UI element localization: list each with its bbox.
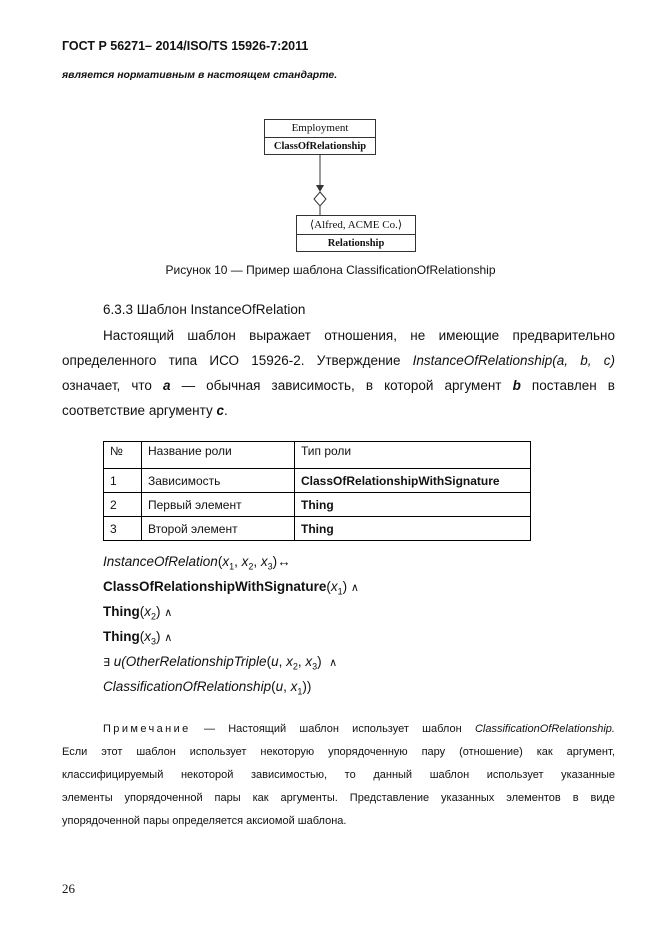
table-row bbox=[104, 517, 531, 541]
cell-role-type: Thing bbox=[295, 517, 531, 541]
word: 15926-2. bbox=[251, 353, 305, 368]
predicate-name: OtherRelationshipTriple bbox=[125, 654, 267, 669]
word: классифицируемый bbox=[62, 769, 164, 781]
word: как bbox=[536, 746, 553, 758]
cell-number: 3 bbox=[104, 517, 142, 541]
word: пары bbox=[214, 792, 241, 804]
assertion bbox=[413, 348, 568, 373]
header-cell-number: № bbox=[104, 442, 142, 469]
word: шаблон bbox=[136, 746, 176, 758]
roles-table bbox=[103, 441, 531, 541]
word: упорядоченную bbox=[328, 746, 408, 758]
word: аргумент, bbox=[566, 746, 615, 758]
cell-role-type: Thing bbox=[295, 493, 531, 517]
note-line bbox=[62, 810, 615, 833]
word: — bbox=[181, 378, 196, 393]
word: — bbox=[203, 723, 215, 735]
word: этот bbox=[101, 746, 123, 758]
aggregation-diamond-icon bbox=[314, 192, 326, 206]
intro-text: является нормативным в настоящем стандарте. bbox=[62, 69, 338, 81]
paragraph-line bbox=[62, 398, 615, 423]
word: типа bbox=[168, 353, 198, 368]
variable-a: a bbox=[163, 378, 171, 393]
word: в bbox=[607, 378, 615, 393]
word: элементов bbox=[506, 792, 561, 804]
paragraph-line bbox=[62, 348, 615, 373]
table-header-row bbox=[104, 442, 531, 469]
word: пару bbox=[421, 746, 446, 758]
formula-line-6: ClassificationOfRelationship(u, $x_1$)) bbox=[103, 679, 312, 697]
note-line bbox=[62, 787, 615, 810]
note-block bbox=[62, 718, 615, 833]
box-stereotype: ClassOfRelationship bbox=[273, 141, 367, 152]
word: аргумент bbox=[444, 378, 502, 393]
assertion-arg: c) bbox=[603, 353, 615, 368]
word: некоторой bbox=[180, 769, 234, 781]
word: выражает bbox=[249, 328, 311, 343]
note-line bbox=[62, 718, 615, 741]
figure-caption: Рисунок 10 — Пример шаблона ClassificationOfRelationship bbox=[165, 263, 496, 277]
predicate-name: ClassificationOfRelationship bbox=[103, 679, 272, 694]
word: упорядоченной пары определяется аксиомой шаблона. bbox=[62, 815, 347, 827]
word: ClassificationOfRelationship. bbox=[474, 723, 615, 735]
variable-b: b bbox=[512, 378, 521, 393]
word: Настоящий bbox=[103, 328, 175, 343]
formula-line-2: $ClassOfRelationshipWithSignature(x_1)$ ∧ bbox=[103, 579, 359, 597]
word: не bbox=[410, 328, 426, 343]
word: виде bbox=[590, 792, 615, 804]
page-number: 26 bbox=[62, 881, 75, 896]
word: ИСО bbox=[209, 353, 240, 368]
word: использует bbox=[189, 746, 247, 758]
word: зависимость, bbox=[271, 378, 355, 393]
word: что bbox=[131, 378, 152, 393]
iff-symbol: ↔ bbox=[277, 554, 291, 569]
word: упорядоченной bbox=[124, 792, 203, 804]
paragraph-line bbox=[62, 323, 615, 348]
and-symbol: ∧ bbox=[164, 607, 173, 619]
aggregation-connector bbox=[300, 150, 340, 220]
word: предварительно bbox=[512, 328, 615, 343]
box-stereotype: Relationship bbox=[327, 238, 385, 249]
word: элементы bbox=[62, 792, 113, 804]
and-symbol: ∧ bbox=[350, 582, 359, 594]
word: поставлен bbox=[531, 378, 597, 393]
table-row bbox=[104, 469, 531, 493]
predicate-name: ClassOfRelationshipWithSignature bbox=[103, 579, 327, 594]
formula-line-1: $InstanceOfRelation(x_1$, $x_2$, $x_3)\leftrightarrow$ bbox=[103, 554, 291, 572]
word: указанные bbox=[561, 769, 615, 781]
formula-line-5: ∃ u(OtherRelationshipTriple(u, $x_2$, $x_3$) ∧ bbox=[103, 654, 338, 672]
word: шаблон bbox=[422, 723, 462, 735]
box-class-name: ⟨Alfred, ACME Co.⟩ bbox=[297, 216, 415, 235]
predicate-name: Thing bbox=[103, 604, 140, 619]
word: отношения, bbox=[324, 328, 397, 343]
word: использует bbox=[352, 723, 409, 735]
assertion-arg: b, bbox=[580, 353, 592, 368]
table-row bbox=[104, 493, 531, 517]
punctuation: . bbox=[223, 403, 228, 418]
word: использует bbox=[486, 769, 544, 781]
word: некоторую bbox=[260, 746, 315, 758]
cell-number: 2 bbox=[104, 493, 142, 517]
cell-number: 1 bbox=[104, 469, 142, 493]
note-line bbox=[62, 764, 615, 787]
word: имеющие bbox=[438, 328, 500, 343]
box-class-name: Employment bbox=[265, 120, 375, 138]
cell-role-name: Первый элемент bbox=[142, 493, 295, 517]
predicate-name: InstanceOfRelation bbox=[103, 554, 218, 569]
word: Если bbox=[62, 746, 88, 758]
word: как bbox=[252, 792, 269, 804]
section-paragraph bbox=[62, 323, 615, 423]
word: зависимостью, bbox=[251, 769, 328, 781]
cell-role-name: Второй элемент bbox=[142, 517, 295, 541]
word: (отношение) bbox=[459, 746, 523, 758]
word: Утверждение bbox=[316, 353, 401, 368]
predicate-name: Thing bbox=[103, 629, 140, 644]
word: указанных bbox=[441, 792, 495, 804]
paragraph-line bbox=[62, 373, 615, 398]
word: определенного bbox=[62, 353, 157, 368]
variable-c: c bbox=[216, 403, 224, 418]
uml-box-relationship bbox=[296, 215, 416, 252]
word: в bbox=[365, 378, 373, 393]
formula-line-3: $Thing(x_2)$ ∧ bbox=[103, 604, 173, 622]
and-symbol: ∧ bbox=[329, 657, 338, 669]
note-label: Примечание bbox=[103, 723, 191, 735]
document-header: ГОСТ Р 56271– 2014/ISO/TS 15926-7:2011 bbox=[62, 39, 309, 53]
word: аргументы. bbox=[280, 792, 338, 804]
header-cell-role-type: Тип роли bbox=[295, 442, 531, 469]
and-symbol: ∧ bbox=[164, 632, 173, 644]
assertion-arg: (a, bbox=[552, 353, 569, 368]
word: шаблон bbox=[429, 769, 470, 781]
word: обычная bbox=[206, 378, 261, 393]
word: которой bbox=[384, 378, 434, 393]
cell-role-name: Зависимость bbox=[142, 469, 295, 493]
word: шаблон bbox=[299, 723, 339, 735]
note-line bbox=[62, 741, 615, 764]
cell-role-type: ClassOfRelationshipWithSignature bbox=[295, 469, 531, 493]
word: шаблон bbox=[187, 328, 236, 343]
word: Представление bbox=[349, 792, 430, 804]
formula-line-4: $Thing(x_3)$ ∧ bbox=[103, 629, 173, 647]
word: Настоящий bbox=[228, 723, 287, 735]
word: то bbox=[344, 769, 356, 781]
exists-symbol: ∃ bbox=[103, 657, 110, 669]
word: означает, bbox=[62, 378, 121, 393]
word: соответствие аргументу bbox=[62, 403, 217, 418]
arrowhead-icon bbox=[316, 185, 324, 192]
assertion-name: InstanceOfRelationship bbox=[412, 353, 553, 368]
header-cell-role-name: Название роли bbox=[142, 442, 295, 469]
word: данный bbox=[373, 769, 413, 781]
word: в bbox=[572, 792, 579, 804]
section-heading: 6.3.3 Шаблон InstanceOfRelation bbox=[103, 302, 306, 317]
